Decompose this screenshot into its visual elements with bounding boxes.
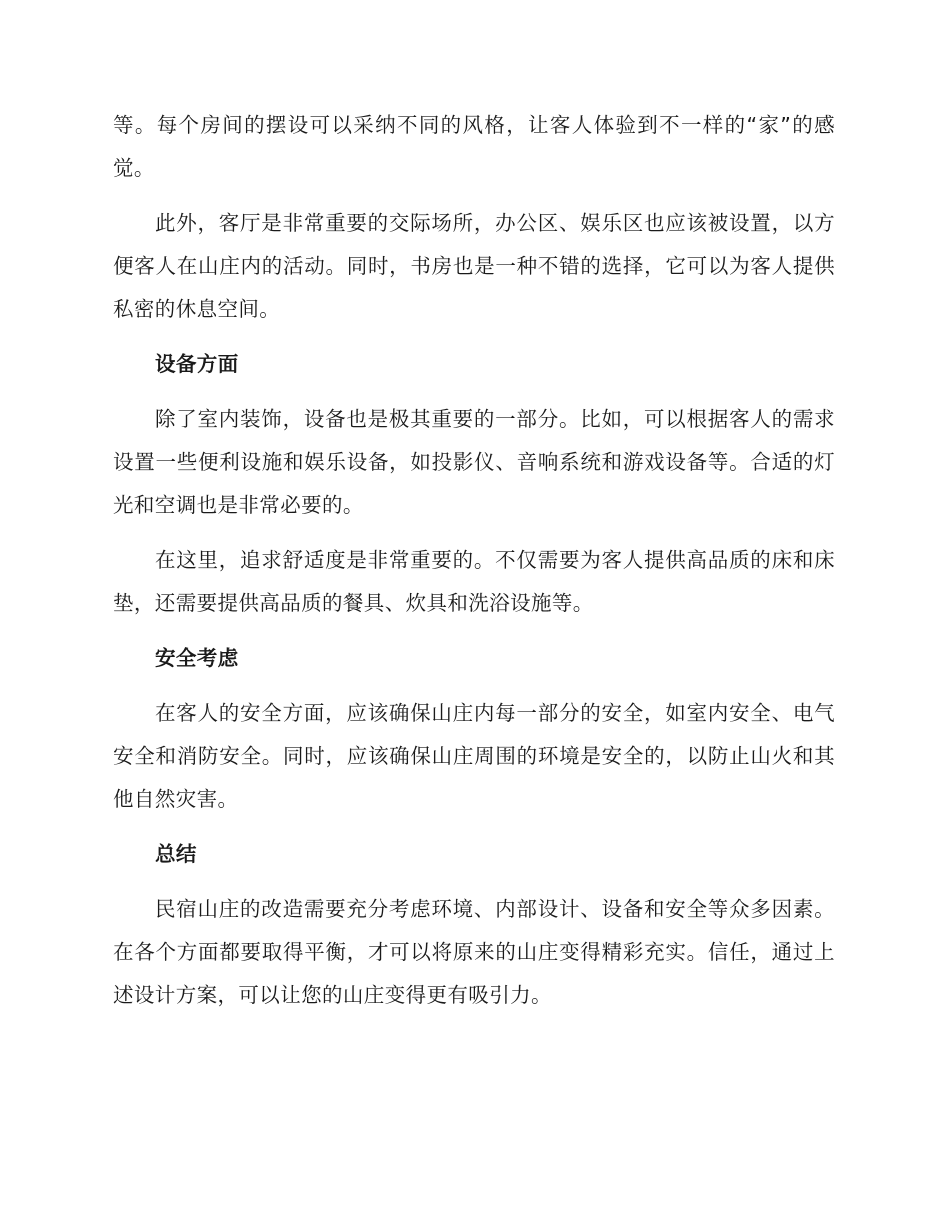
paragraph-comfort: 在这里，追求舒适度是非常重要的。不仅需要为客人提供高品质的床和床垫，还需要提供高品质的餐具、炊具和洗浴设施等。 <box>113 548 835 615</box>
paragraph-equipment: 除了室内装饰，设备也是极其重要的一部分。比如，可以根据客人的需求设置一些便利设施和娱乐设备，如投影仪、音响系统和游戏设备等。合适的灯光和空调也是非常必要的。 <box>113 407 835 517</box>
paragraph-rooms-continued: 等。每个房间的摆设可以采纳不同的风格，让客人体验到不一样的“家”的感觉。 <box>113 113 835 180</box>
paragraph-living-room: 此外，客厅是非常重要的交际场所，办公区、娱乐区也应该被设置，以方便客人在山庄内的活动。同时，书房也是一种不错的选择，它可以为客人提供私密的休息空间。 <box>113 211 835 321</box>
heading-summary: 总结 <box>155 842 197 866</box>
paragraph-summary: 民宿山庄的改造需要充分考虑环境、内部设计、设备和安全等众多因素。在各个方面都要取得平衡，才可以将原来的山庄变得精彩充实。信任，通过上述设计方案，可以让您的山庄变得更有吸引力。 <box>113 897 835 1007</box>
heading-safety: 安全考虑 <box>155 646 239 670</box>
document-page <box>113 104 835 1029</box>
paragraph-safety: 在客人的安全方面，应该确保山庄内每一部分的安全，如室内安全、电气安全和消防安全。同时，应该确保山庄周围的环境是安全的，以防止山火和其他自然灾害。 <box>113 701 835 811</box>
heading-equipment: 设备方面 <box>155 352 239 376</box>
